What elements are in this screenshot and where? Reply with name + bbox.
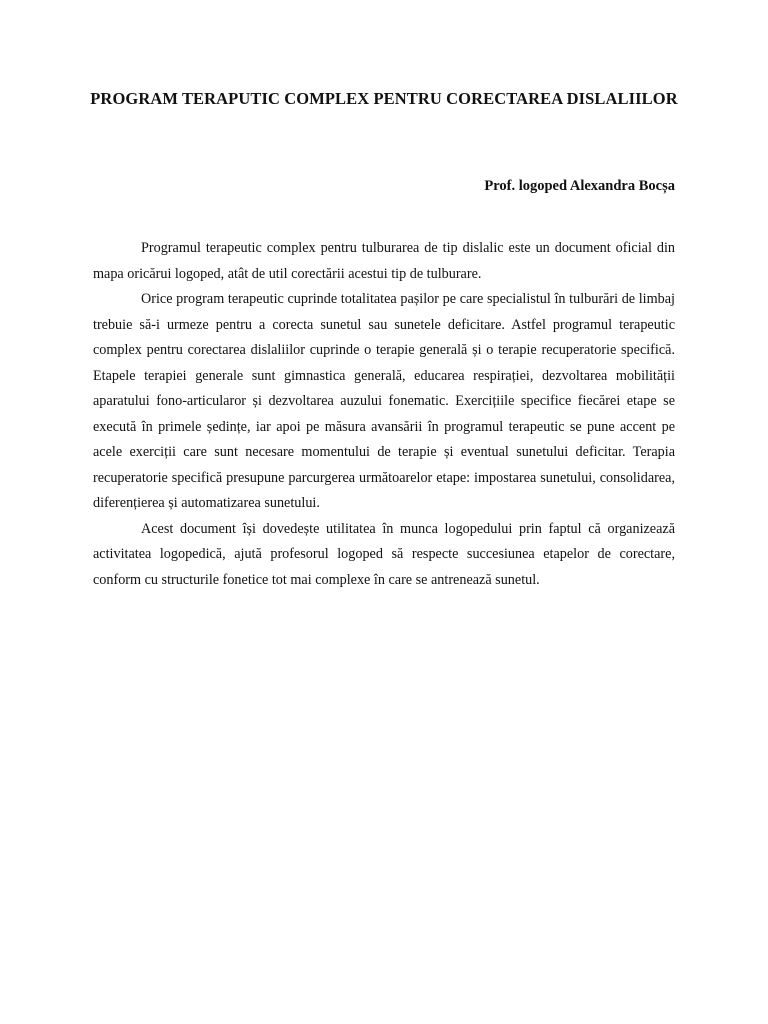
document-body (93, 236, 675, 593)
paragraph: Acest document își dovedește utilitatea în munca logopedului prin faptul că organizează activitatea logopedică, ajută profesorul logoped să respecte succesiunea etapelor de corectare, conform cu structurile fonetice tot mai complexe în care se antrenează sunetul. (93, 520, 675, 588)
document-title: PROGRAM TERAPUTIC COMPLEX PENTRU CORECTAREA DISLALIILOR (90, 89, 678, 108)
paragraph: Orice program terapeutic cuprinde totalitatea pașilor pe care specialistul în tulburări de limbaj trebuie să-i urmeze pentru a corecta sunetul sau sunetele deficitare. Astfel programul terapeutic complex pentru corectarea dislaliilor cuprinde o terapie generală și o terapie recuperatorie specifică. Etapele terapiei generale sunt gimnastica generală, educarea respirației, dezvoltarea mobilității aparatului fono-articularor și dezvoltarea auzului fonematic. Exercițiile specifice fiecărei etape se execută în primele ședințe, iar apoi pe măsura avansării în programul terapeutic se pune accent pe acele exerciții care sunt necesare momentului de terapie și eventual sunetului deficitar. Terapia recuperatorie specifică presupune parcurgerea următoarelor etape: impostarea sunetului, consolidarea, diferențierea și automatizarea sunetului. (93, 291, 675, 511)
paragraph: Programul terapeutic complex pentru tulburarea de tip dislalic este un document oficial din mapa oricărui logoped, atât de util corectării acestui tip de tulburare. (93, 240, 675, 282)
author-line: Prof. logoped Alexandra Bocșa (484, 178, 675, 194)
